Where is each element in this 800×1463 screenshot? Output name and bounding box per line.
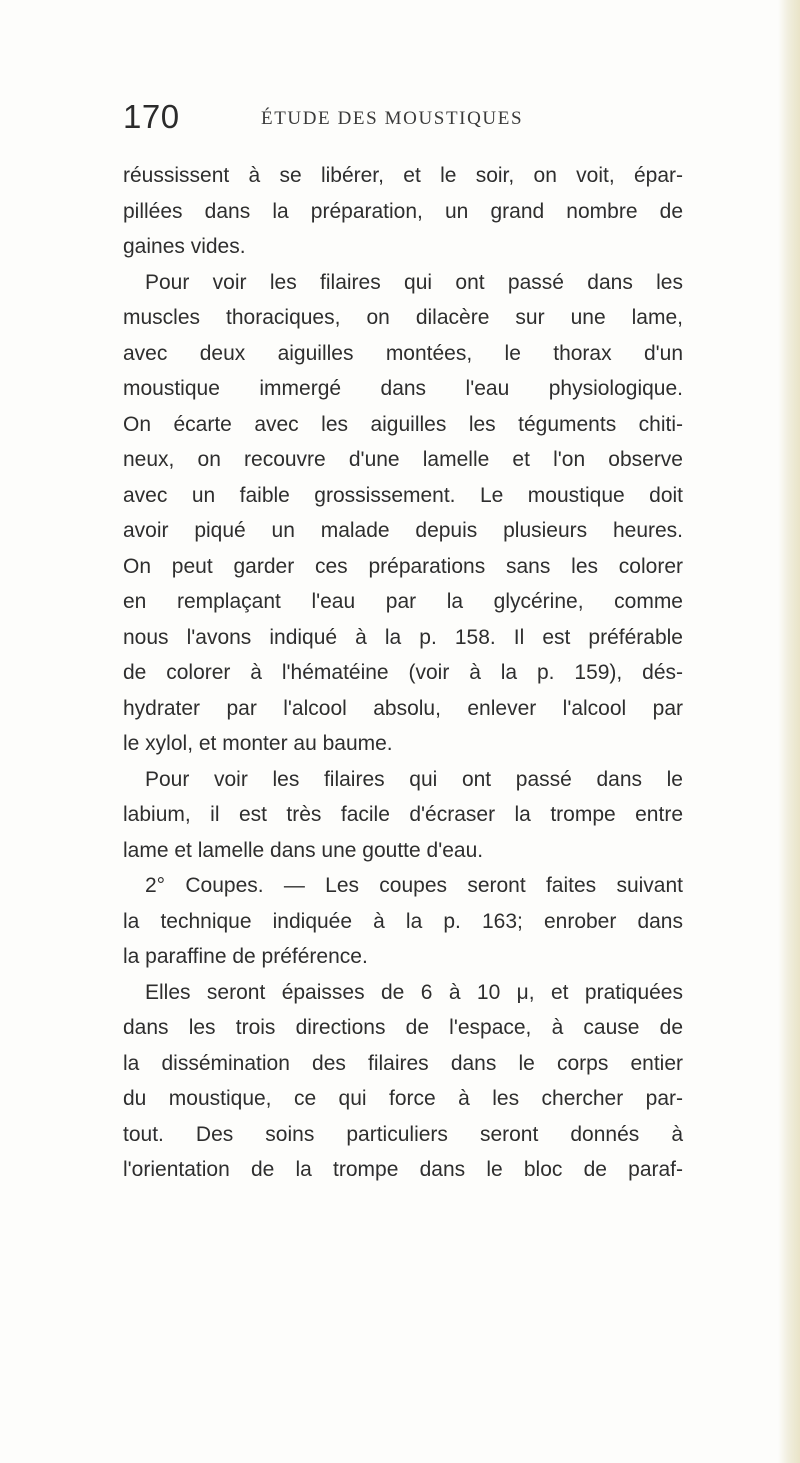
text-line: en remplaçant l'eau par la glycérine, comme — [123, 590, 683, 613]
text-line: Elles seront épaisses de 6 à 10 μ, et pratiquées — [145, 980, 683, 1004]
text-line: réussissent à se libérer, et le soir, on voit, épar- — [123, 164, 683, 187]
body-text — [123, 158, 683, 1188]
text-line: nous l'avons indiqué à la p. 158. Il est préférable — [123, 625, 683, 649]
text-line: Pour voir les filaires qui ont passé dans le — [145, 767, 683, 791]
text-line: la paraffine de préférence. — [123, 945, 368, 968]
text-line: l'orientation de la trompe dans le bloc de paraf- — [123, 1158, 683, 1181]
text-line: tout. Des soins particuliers seront donnés à — [123, 1122, 683, 1146]
text-line: du moustique, ce qui force à les chercher par- — [123, 1087, 683, 1110]
text-line: dans les trois directions de l'espace, à cause de — [123, 1016, 683, 1039]
text-line: gaines vides. — [123, 235, 246, 258]
text-line: labium, il est très facile d'écraser la trompe entre — [123, 803, 683, 826]
text-line: 2° Coupes. — Les coupes seront faites suivant — [145, 874, 683, 897]
page-edge-shadow — [778, 0, 800, 1463]
text-line: la dissémination des filaires dans le corps entier — [123, 1051, 683, 1075]
text-line: On écarte avec les aiguilles les téguments chiti- — [123, 412, 683, 436]
text-line: moustique immergé dans l'eau physiologique. — [123, 377, 683, 400]
text-line: lame et lamelle dans une goutte d'eau. — [123, 838, 484, 862]
running-title: ÉTUDE DES MOUSTIQUES — [261, 108, 524, 129]
page-header — [123, 97, 683, 147]
page-number: 170 — [123, 98, 180, 135]
text-line: de colorer à l'hématéine (voir à la p. 159), dés- — [123, 661, 683, 684]
text-line: avoir piqué un malade depuis plusieurs heures. — [123, 519, 683, 542]
text-line: Pour voir les filaires qui ont passé dans les — [145, 270, 683, 294]
text-line: On peut garder ces préparations sans les colorer — [123, 554, 683, 578]
text-line: avec un faible grossissement. Le moustique doit — [123, 483, 683, 507]
text-line: muscles thoraciques, on dilacère sur une lame, — [123, 306, 683, 329]
text-line: avec deux aiguilles montées, le thorax d'un — [123, 341, 683, 365]
text-line: pillées dans la préparation, un grand nombre de — [123, 199, 683, 223]
text-line: neux, on recouvre d'une lamelle et l'on observe — [123, 448, 683, 471]
text-line: hydrater par l'alcool absolu, enlever l'alcool par — [123, 696, 683, 720]
text-line: la technique indiquée à la p. 163; enrober dans — [123, 909, 683, 933]
text-line: le xylol, et monter au baume. — [123, 732, 393, 755]
